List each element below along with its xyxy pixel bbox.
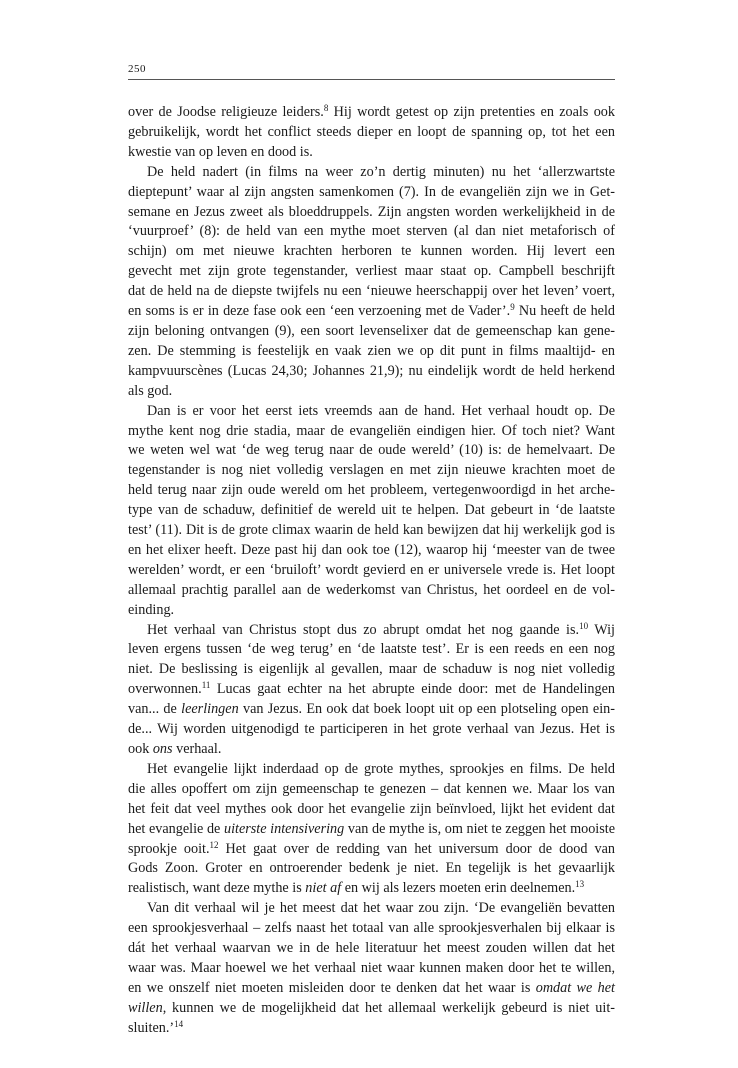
text-line: die alles opoffert om zijn gemeenschap te genezen – dat kennen we. Maar los van bbox=[128, 780, 615, 797]
text-line: en het elixer heeft. Deze past hij dan ook toe (12), waarop hij ‘meester van de twee bbox=[128, 541, 615, 558]
text-line: dieptepunt’ waar al zijn angsten samenkomen (7). In de evangeliën zijn we in Get- bbox=[128, 183, 615, 200]
body-text bbox=[128, 103, 615, 1039]
text-line: mythe kent nog drie stadia, maar de evangeliën eindigen hier. Of toch niet? Want bbox=[128, 422, 615, 439]
header-rule bbox=[128, 79, 615, 80]
page-number: 250 bbox=[128, 63, 146, 75]
text-line: overwonnen.$^{11}$ Lucas gaat echter na het abrupte einde door: met de Handelingen bbox=[128, 680, 615, 698]
paragraph-first-line: Dan is er voor het eerst iets vreemds aan de hand. Het verhaal houdt op. De bbox=[147, 402, 615, 419]
text-line: semane en Jezus zweet als bloeddruppels. Zijn angsten worden werkelijkheid in de bbox=[128, 203, 615, 220]
text-line: de... Wij worden uitgenodigd te participeren in het grote verhaal van Jezus. Het is bbox=[128, 721, 615, 738]
text-line: en soms is er in deze fase ook een ‘een verzoening met de Vader’.$^9$ Nu heeft de held bbox=[128, 302, 615, 320]
text-line: sprookje ooit.$^{12}$ Het gaat over de redding van het universum door de dood van bbox=[128, 839, 615, 857]
text-line: kampvuurscènes (Lucas 24,30; Johannes 21,9); nu eindelijk wordt de held herkend bbox=[128, 362, 615, 379]
text-line: en we onszelf niet moeten misleiden door te denken dat het waar is omdat we het bbox=[128, 979, 616, 996]
text-line: ook ons verhaal. bbox=[128, 741, 222, 757]
text-line: het feit dat veel mythes ook door het evangelie zijn beïnvloed, lijkt het evident dat bbox=[128, 800, 615, 817]
text-line: over de Joodse religieuze leiders.$^8$ Hij wordt getest op zijn pretenties en zoals ook bbox=[128, 103, 615, 120]
text-line: allemaal prachtig parallel aan de wederkomst van Christus, het oordeel en de vol- bbox=[128, 581, 615, 598]
text-line: we weten wel wat ‘de weg terug naar de oude wereld’ (10) is: de hemelvaart. De bbox=[128, 442, 615, 459]
text-line: waar was. Maar hoewel we het verhaal niet waar kunnen maken door het te willen, bbox=[128, 959, 615, 976]
text-line: einding. bbox=[128, 601, 175, 618]
text-line: ‘vuurproef’ (8): de held van een mythe moet sterven (al dan niet metaforisch of bbox=[128, 223, 615, 240]
text-line: schijn) om met nieuwe krachten herboren te kunnen worden. Hij levert een bbox=[128, 243, 615, 260]
text-line: held terug naar zijn oude wereld om het probleem, vertegenwoordigd in het arche- bbox=[128, 482, 615, 499]
text-line: dat de held na de diepste twijfels nu een ‘nieuwe heerschappij over het leven’ voert, bbox=[128, 283, 615, 300]
text-line: gebruikelijk, wordt het conflict steeds dieper en loopt de spanning op, tot het een bbox=[128, 123, 615, 140]
text-line: zijn beloning ontvangen (9), een soort levenselixer dat de gemeenschap kan gene- bbox=[128, 322, 615, 339]
text-line: dát het verhaal waarvan we in de hele literatuur het meest zouden willen dat het bbox=[128, 940, 615, 957]
text-line: een sprookjesverhaal – zelfs naast het totaal van alle sprookjesverhalen bij elkaar is bbox=[128, 920, 615, 937]
text-line: leven ergens tussen ‘de weg terug’ en ‘de laatste test’. Er is een reeds en een nog bbox=[128, 641, 615, 658]
text-line: gevecht met zijn grote tegenstander, verliest maar staat op. Campbell beschrijft bbox=[128, 263, 615, 280]
text-line: zen. De stemming is feestelijk en vaak zien we op dit punt in films maaltijd- en bbox=[128, 342, 615, 359]
text-line: Gods Zoon. Groter en ontroerender bedenk je niet. En tegelijk is het gevaarlijk bbox=[128, 860, 615, 877]
text-line: sluiten.’$^{14}$ bbox=[128, 1018, 184, 1036]
paragraph-first-line: De held nadert (in films na weer zo’n dertig minuten) nu het ‘allerzwartste bbox=[147, 163, 615, 180]
text-line: het evangelie de uiterste intensivering van de mythe is, om niet te zeggen het mooiste bbox=[128, 820, 615, 837]
text-line: realistisch, want deze mythe is niet af en wij als lezers moeten erin deelnemen.$^{13}$ bbox=[128, 879, 585, 897]
text-line: tegenstander is nog niet volledig verslagen en met zijn nieuwe krachten moet de bbox=[128, 462, 615, 479]
text-line: niet. De beslissing is eigenlijk al gevallen, maar de schaduw is nog niet volledig bbox=[128, 661, 615, 678]
text-line: kwestie van op leven en dood is. bbox=[128, 143, 313, 160]
paragraph-first-line: Het evangelie lijkt inderdaad op de grote mythes, sprookjes en films. De held bbox=[147, 760, 615, 777]
text-line: type van de schaduw, definitief de wereld uit te helpen. Dat gebeurt in ‘de laatste bbox=[128, 502, 615, 519]
text-line: van... de leerlingen van Jezus. En ook dat boek loopt uit op een plotseling open ein- bbox=[128, 701, 615, 718]
text-line: werelden’ wordt, er een ‘bruiloft’ wordt gevierd en er universele vrede is. Het loopt bbox=[128, 561, 615, 578]
text-line: als god. bbox=[128, 382, 173, 399]
text-line: willen, kunnen we de mogelijkheid dat het allemaal werkelijk gebeurd is niet uit- bbox=[128, 999, 615, 1016]
text-line: test’ (11). Dit is de grote climax waarin de held kan bewijzen dat hij werkelijk god is bbox=[128, 522, 615, 539]
paragraph-first-line: Van dit verhaal wil je het meest dat het waar zou zijn. ‘De evangeliën bevatten bbox=[147, 900, 615, 917]
paragraph-first-line: Het verhaal van Christus stopt dus zo abrupt omdat het nog gaande is.$^{10}$ Wij bbox=[147, 620, 615, 638]
